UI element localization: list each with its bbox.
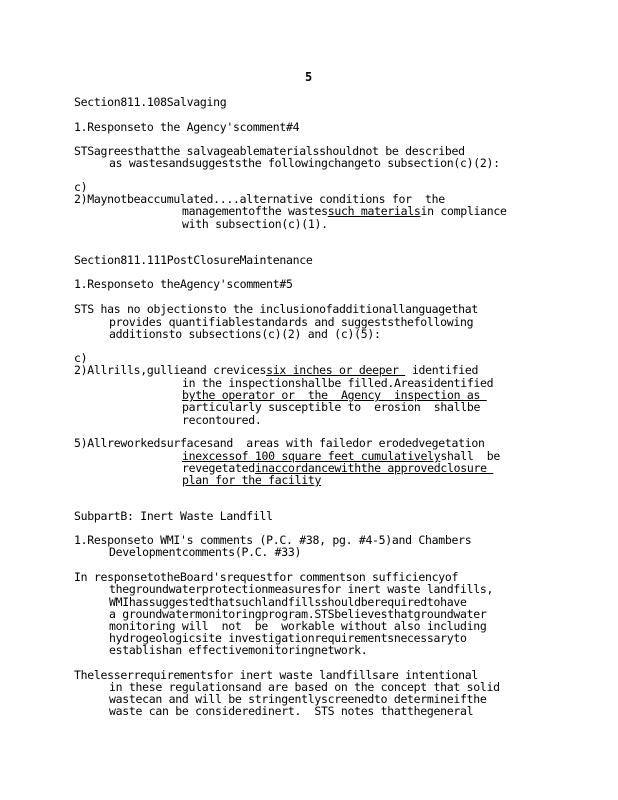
paragraph-line: Thelesserrequirementsfor inert waste landfillsare intentional [74, 668, 479, 682]
paragraph-line: as wastesandsuggeststhe followingchangeto subsection(c)(2): [109, 156, 500, 170]
list-item-2: 2)Maynotbeaccumulated....alternative conditions for the [74, 192, 445, 206]
list-item-2-continuation: particularly susceptible to erosion shallbe [182, 400, 481, 414]
list-item-2: 2)Allrills,gullieand crevicessix inches or deeper identified [74, 363, 479, 377]
response-heading-continuation: Developmentcomments(P.C. #33) [109, 545, 302, 559]
paragraph-line: STSagreesthatthe salvageablematerialsshouldnot be described [74, 144, 465, 158]
underlined-insertion: six inches or deeper [266, 363, 406, 377]
list-item-2-continuation: recontoured. [182, 413, 262, 427]
underlined-insertion: such materials [327, 204, 421, 218]
list-item-5: 5)Allreworkedsurfacesand areas with failedor erodedvegetation [74, 436, 485, 450]
list-item-2-continuation: with subsection(c)(1). [182, 217, 328, 231]
underlined-insertion: bythe operator or the Agency inspection as [182, 388, 487, 402]
underlined-insertion: plan for the facility [182, 473, 322, 487]
section-heading-post-closure: Section811.111PostClosureMaintenance [74, 253, 313, 267]
paragraph-line: provides quantifiablestandards and suggeststhefollowing [109, 315, 474, 329]
underlined-insertion: inaccordancewiththe approvedclosure [254, 461, 494, 475]
response-heading: 1.Responseto theAgency'scomment#5 [74, 277, 293, 291]
list-marker-c: c) [74, 180, 88, 194]
paragraph-line: additionsto subsections(c)(2) and (c)(5): [109, 327, 381, 341]
section-heading-salvaging: Section811.108Salvaging [74, 95, 227, 109]
subpart-heading: SubpartB: Inert Waste Landfill [74, 509, 273, 523]
paragraph-line: WMIhassuggestedthatsuchlandfillsshouldberequiredtohave [109, 595, 467, 609]
response-heading: 1.Responseto the Agency'scomment#4 [74, 120, 300, 134]
paragraph-line: STS has no objectionsto the inclusionofadditionallanguagethat [74, 302, 479, 316]
paragraph-line: wastecan and will be stringentlyscreenedto determineifthe [109, 692, 487, 706]
list-item-5-continuation: inexcessof 100 square feet cumulativelyshall be [182, 449, 500, 463]
paragraph-line: monitoring will not be workable without also including [109, 619, 487, 633]
paragraph-line: hydrogeologicsite investigationrequirementsnecessaryto [109, 631, 467, 645]
list-item-5-continuation: revegetatedinaccordancewiththe approvedclosure [182, 461, 494, 475]
response-heading: 1.Responseto WMI's comments (P.C. #38, pg. #4-5)and Chambers [74, 533, 472, 547]
underlined-insertion: inexcessof 100 square feet cumulatively [182, 449, 441, 463]
paragraph-line: in these regulationsand are based on the concept that solid [109, 680, 500, 694]
paragraph-line: waste can be consideredinert. STS notes thatthegeneral [109, 704, 474, 718]
paragraph-line: a groundwatermonitoringprogram.STSbelievesthatgroundwater [109, 607, 487, 621]
paragraph-line: In responsetotheBoard'srequestfor commentson sufficiencyof [74, 570, 459, 584]
list-marker-c: c) [74, 351, 88, 365]
list-item-2-continuation: managementofthe wastessuch materialsin compliance [182, 204, 507, 218]
list-item-2-continuation: in the inspectionshallbe filled.Areasidentified [182, 376, 494, 390]
paragraph-line: establishan effectivemonitoringnetwork. [109, 643, 368, 657]
paragraph-line: thegroundwaterprotectionmeasuresfor inert waste landfills, [109, 582, 494, 596]
page-number: 5 [305, 70, 312, 84]
